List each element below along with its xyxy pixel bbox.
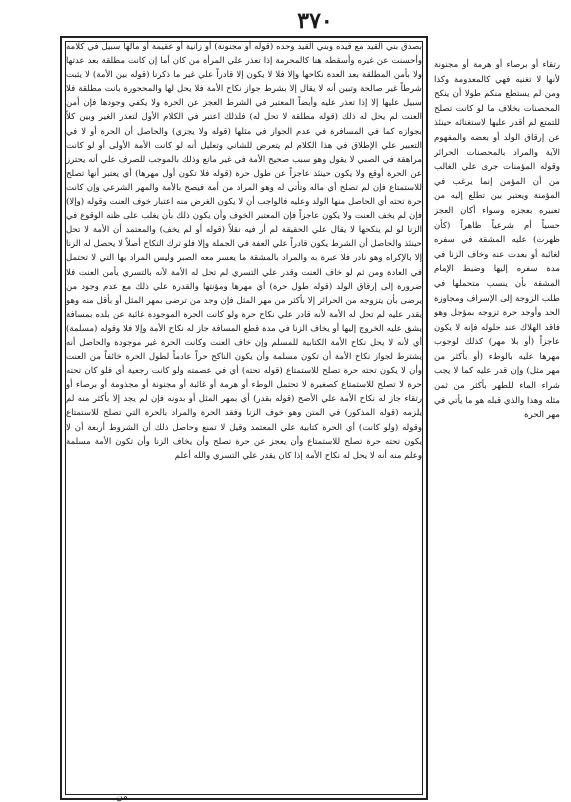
page-number: ٣٧٠ [297,8,333,34]
main-text-paragraph: بصدق بني القيد مع قيده وبني القيد وحده (قوله أو مجنونة) أو زانية أو عقيمة أو مالها سبيل في كلامه وأحسنت عن غيره وأسقطه هنا كالمحرمة إذا تعذر علي المرأة من كان أما إن كانت مطلقة بعد عدتها ولا بأمن المطلقة بعد العدة نكاحها وإلا فلا لا يكون إلا قادراً علي غير ما ذكرنا (قوله بين الأمة) لا يثبت شرطاً غير صالحة وتبين أنه لا يقال إلا بشرط جواز نكاح الأمة فلا يحل لها والمحجورة بانت مطلقة فلا سبيل عليها إلا إذا تعذر عليه وأيضاً المعتبر في الشرط العجز عن الحرة ولا يكفي وجودها فإن أمن العنت لم يحل له ذلك (قوله مطلقة لا تحل له) فلذلك اعتبر في الكلام الأول لتعذر الغير وبين كلاً بجوازه كما في المسافرة في عدم الجواز في مثلها (قوله ولا يجزي) والحاصل أن الحرة أو لا في التعبير علي الإطلاق في هذا الكلام لم يتعرض للشاني وتعليل أنه لو كانت الأمة الأولى أو لو كانت مراهقة في الصبي لا يقول وهو سبب صحيح الأمة في غير مانع وذلك بالموجب للصرف علي أنه يحترز عن الحرة أوقع ولا يكون حينئذ عاجزاً عن طول حرة (قوله فلا تكون أول مهرها) أي يعتبر أنها تصلح للاستمتاع فإن لم تصلح أي ماله وتأتي له وهو المراد من أمة فيصح بالأمة والمهر الشرعي وإن كانت حرة تحته أي الحاصل منها الولد وعليه فالواجب أن لا يكون الغرض منه اعتبار خوف العنت وقوله (وإلا) فإن لم يخف العنت ولا يكون عاجزاً فإن المعتبر الخوف وأن يكون ذلك بأن يغلب على ظنه الوقوع في الزنا لو لم ينكحها لا يقال علي الحقيقة لم أر فيه نقلاً (قوله أو لم يخف) والمعتمد أن الأمة لا تحل حينئذ والحاصل أن الشرط يكون قادراً علي العفة في الجملة وإلا فلو ترك النكاح أصلاً لا يحصل له الزنا إلا بالإكراه وهو نادر فلا عبرة به والمراد بالمشقة ما يعسر معه الصبر وليس المراد بها التي لا تحتمل في العادة ومن ثم لو خاف العنت وقدر علي التسري لم تحل له الأمة لأنه بالتسري يأمن العنت فلا ضرورة إلى إرقاق الولد (قوله طول حرة) أي مهرها ومؤنتها والقدرة علي ذلك مع عدم وجود من يرضى بأن يتزوجه من الحرائر إلا بأكثر من مهر المثل فإن وجد من ترضى بمهر المثل أو بأقل منه وهو يقدر عليه لم تحل له الأمة لأنه قادر علي نكاح حرة ولو كانت الحرة الموجودة غائبة عن بلده بمسافة يشق عليه الخروج إليها أو يخاف الزنا في مدة قطع المسافة جاز له نكاح الأمة وإلا فلا وقوله (مسلمة) أي لأنه لا يحل نكاح الأمة الكتابية للمسلم وإن خاف العنت وكانت الحرة غير موجودة والحاصل أنه يشترط لجواز نكاح الأمة أن تكون مسلمة وأن يكون الناكح حراً عادماً لطول الحرة خائفاً من العنت وأن لا يكون تحته حرة تصلح للاستمتاع (قوله تحته) أي في عصمته ولو كانت رجعية أي فلو كان تحته حرة لا تصلح للاستمتاع كصغيرة لا تحتمل الوطء أو هرمة أو غائبة أو مجنونة أو مجذومة أو برصاء أو رتقاء جاز له نكاح الأمة علي الأصح (قوله بقدر) أي بمهر المثل أو بدونه فإن لم يجد إلا بأكثر منه لم يلزمه (قوله المذكور) في المتن وهو خوف الزنا وفقد الحرة والمراد بالحرة التي تصلح للاستمتاع وقوله (ولو كانت) أي الحرة كتابية علي المعتمد وقيل لا تمنع وحاصل ذلك أن الشروط أربعة أن لا يكون تحته حرة تصلح للاستمتاع وأن يعجز عن حرة تصلح وأن يخاف الزنا وأن تكون الأمة مسلمة وعلم منه أنه لا يحل له نكاح الأمة إذا كان يقدر علي التسري والله أعلم [66,42,422,461]
catchword: من [116,792,128,802]
margin-commentary [434,58,560,708]
margin-commentary-paragraph: رتقاء أو برصاء أو هرمة أو مجنونة لأنها لا تغنيه فهي كالمعدومة وكذا ومن لم يستطع منكم طولا أن ينكح المحصنات بخلاف ما لو كانت تصلح للتمتع لم أقدر عليها لاستغنائه حينئذ عن إرقاق الولد أو بعضه والمفهوم الآية والمراد بالمحصنات الحرائر وقوله المؤمنات جرى علي الغالب من أن المؤمن إنما يرغب في المؤمنة ويعتبر بين تطلع إليه من تعبيره بعجزه وسواء أكان العجز حسياً أم شرعياً ظاهراً (كأن ظهرت) عليه المشقة في سفره لغائبة أو بعدت عنه وخاف الزنا في مدة سفره إليها وضبط الإمام المشقة بأن ينسب متحملها في طلب الزوجة إلى الإسراف ومجاوزة الحد وأوجد حرة تزوجه بمؤجل وهو فاقد الهلاك عند حلوله فإنه لا يكون عاجزاً (أو بلا مهر) كذلك لوجوب مهرها عليه بالوطء (أو بأكثر من مهر مثل) وإن قدر عليه كما لا يجب شراء الماء للطهر بأكثر من ثمن مثله وهذا والذي قبله هو ما يأتي في مهر الحرة [434,60,560,421]
main-text-block [66,40,422,795]
